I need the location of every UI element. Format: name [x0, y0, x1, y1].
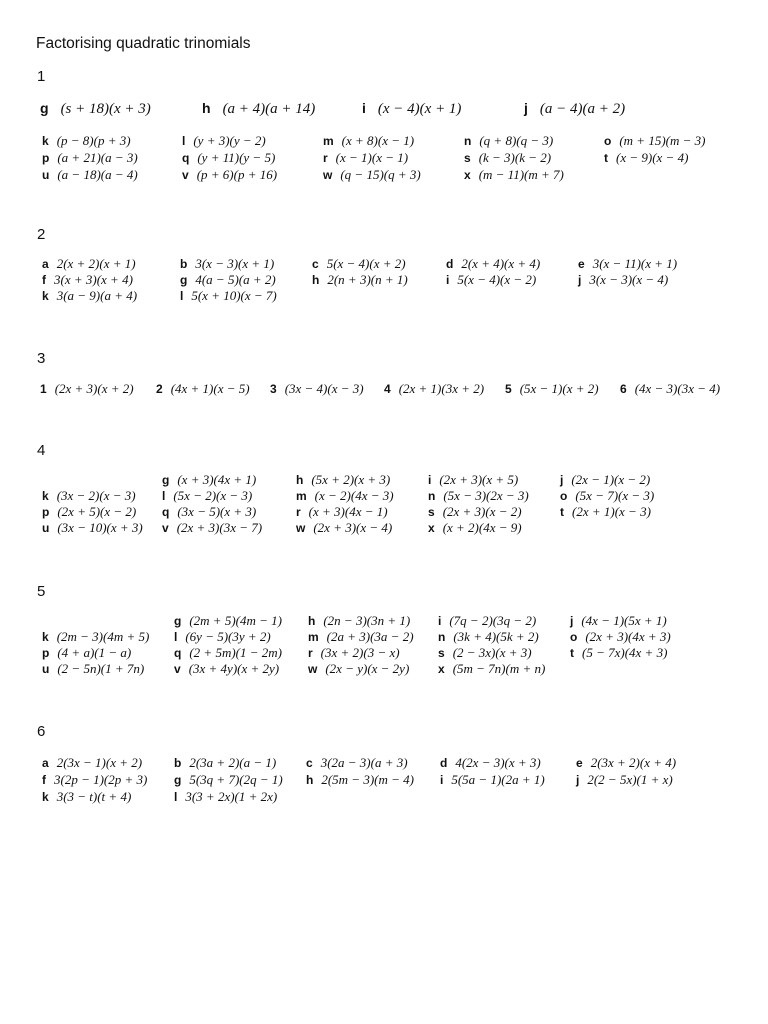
answer-item [174, 772, 283, 788]
answer-item [174, 661, 279, 677]
answer-item [570, 645, 667, 661]
answer-label: o [604, 134, 612, 148]
answer-expression: (m − 11)(m + 7) [478, 167, 564, 182]
answer-label: m [308, 630, 319, 644]
answer-expression: 4(2x − 3)(x + 3) [455, 755, 541, 770]
answer-expression: 5(5a − 1)(2a + 1) [451, 772, 545, 787]
answer-label: l [180, 289, 184, 303]
answer-expression: (s + 18)(x + 3) [60, 101, 151, 117]
answer-item [174, 645, 282, 661]
answer-label: j [576, 773, 580, 787]
answer-expression: 3(2a − 3)(a + 3) [320, 755, 408, 770]
answer-label: s [438, 646, 445, 660]
answer-expression: (7q − 2)(3q − 2) [449, 613, 537, 628]
answer-item [323, 150, 408, 166]
answer-label: 6 [620, 382, 627, 396]
answer-label: t [604, 151, 608, 165]
answer-item [182, 150, 275, 166]
answer-expression: (q + 8)(q − 3) [479, 133, 554, 148]
answer-label: m [323, 134, 334, 148]
answer-label: b [180, 257, 188, 271]
answer-label: r [296, 505, 301, 519]
answer-row [0, 789, 768, 807]
answer-label: n [464, 134, 472, 148]
answer-item [42, 661, 144, 677]
answer-item [162, 488, 252, 504]
answer-label: s [464, 151, 471, 165]
answer-expression: (x − 9)(x − 4) [616, 150, 689, 165]
answer-item [42, 504, 136, 520]
answer-label: g [40, 100, 49, 116]
answer-expression: (x − 1)(x − 1) [335, 150, 409, 165]
answer-expression: (3x + 4y)(x + 2y) [188, 661, 280, 676]
answer-label: h [308, 614, 316, 628]
answer-label: j [524, 100, 528, 116]
answer-item [438, 661, 545, 677]
answer-label: v [182, 168, 189, 182]
answer-expression: (x + 3)(4x − 1) [308, 504, 388, 519]
answer-expression: 3(x + 3)(x + 4) [54, 272, 133, 287]
answer-label: l [182, 134, 186, 148]
answer-expression: (p − 8)(p + 3) [56, 133, 131, 148]
answer-item [428, 488, 529, 504]
answer-label: x [438, 662, 445, 676]
answer-item [464, 133, 553, 149]
answer-expression: 3(a − 9)(a + 4) [56, 288, 138, 303]
answer-item [576, 772, 673, 788]
answer-label: l [162, 489, 166, 503]
answer-item [40, 100, 151, 118]
answer-expression: (2n − 3)(3n + 1) [323, 613, 411, 628]
answer-label: t [560, 505, 564, 519]
answer-expression: 2(x + 4)(x + 4) [461, 256, 541, 271]
answer-item [42, 272, 133, 288]
section-number: 4 [37, 442, 46, 459]
answer-item [524, 100, 625, 118]
answer-label: g [174, 773, 182, 787]
answer-label: d [440, 756, 448, 770]
answer-item [428, 520, 522, 536]
answer-expression: (a + 21)(a − 3) [57, 150, 138, 165]
answer-item [308, 661, 409, 677]
answer-label: j [560, 473, 564, 487]
answer-expression: (y + 11)(y − 5) [197, 150, 276, 165]
answer-expression: (x + 8)(x − 1) [341, 133, 415, 148]
answer-label: w [323, 168, 333, 182]
answer-item [182, 133, 266, 149]
answer-label: n [438, 630, 446, 644]
answer-label: 5 [505, 382, 512, 396]
answer-label: b [174, 756, 182, 770]
answer-item [323, 167, 421, 183]
answer-row [0, 167, 768, 185]
answer-label: f [42, 273, 46, 287]
answer-label: 2 [156, 382, 163, 396]
answer-label: i [438, 614, 442, 628]
answer-label: p [42, 151, 50, 165]
answer-item [312, 256, 406, 272]
answer-expression: (3x + 2)(3 − x) [320, 645, 400, 660]
answer-label: i [362, 100, 366, 116]
answer-label: a [42, 257, 49, 271]
answer-item [620, 381, 720, 397]
answer-item [180, 288, 277, 304]
answer-item [578, 272, 668, 288]
answer-item [42, 167, 138, 183]
answer-expression: (a − 18)(a − 4) [57, 167, 138, 182]
answer-item [505, 381, 599, 397]
answer-label: u [42, 168, 50, 182]
answer-expression: (5x − 2)(x − 3) [173, 488, 253, 503]
answer-expression: 5(x + 10)(x − 7) [191, 288, 277, 303]
answer-label: q [162, 505, 170, 519]
answer-label: h [312, 273, 320, 287]
answer-expression: (5x − 1)(x + 2) [519, 381, 599, 396]
answer-label: v [162, 521, 169, 535]
answer-expression: (4 + a)(1 − a) [57, 645, 132, 660]
answer-item [308, 613, 410, 629]
answer-label: g [162, 473, 170, 487]
answer-label: l [174, 630, 178, 644]
answer-label: i [428, 473, 432, 487]
answer-row [0, 150, 768, 168]
answer-expression: (a − 4)(a + 2) [539, 101, 626, 117]
answer-expression: (q − 15)(q + 3) [340, 167, 421, 182]
answer-expression: (2x − y)(x − 2y) [325, 661, 410, 676]
answer-label: x [464, 168, 471, 182]
answer-item [384, 381, 484, 397]
answer-item [570, 629, 671, 645]
answer-expression: (2x − 1)(x − 2) [571, 472, 651, 487]
answer-label: o [560, 489, 568, 503]
answer-item [296, 520, 392, 536]
answer-item [42, 150, 138, 166]
answer-expression: (m + 15)(m − 3) [619, 133, 706, 148]
answer-label: h [296, 473, 304, 487]
answer-label: f [42, 773, 46, 787]
answer-item [312, 272, 408, 288]
answer-expression: (k − 3)(k − 2) [478, 150, 552, 165]
answer-label: u [42, 662, 50, 676]
answer-expression: (3x − 4)(x − 3) [284, 381, 364, 396]
answer-label: r [308, 646, 313, 660]
answer-expression: (2 − 3x)(x + 3) [452, 645, 532, 660]
answer-expression: 3(x − 3)(x − 4) [589, 272, 669, 287]
answer-item [162, 472, 256, 488]
answer-expression: 2(x + 2)(x + 1) [56, 256, 136, 271]
answer-label: i [446, 273, 450, 287]
answer-item [438, 613, 536, 629]
answer-expression: (2x + 3)(x − 4) [313, 520, 393, 535]
answer-label: n [428, 489, 436, 503]
answer-item [174, 755, 276, 771]
answer-expression: 2(2 − 5x)(1 + x) [587, 772, 673, 787]
answer-expression: (2x + 3)(x + 2) [54, 381, 134, 396]
answer-label: a [42, 756, 49, 770]
answer-label: o [570, 630, 578, 644]
answer-expression: (4x − 3)(3x − 4) [634, 381, 721, 396]
answer-item [180, 256, 274, 272]
answer-row [0, 520, 768, 538]
answer-expression: (2x + 3)(x − 2) [442, 504, 522, 519]
answer-item [578, 256, 677, 272]
answer-label: l [174, 790, 178, 804]
answer-expression: 3(3 − t)(t + 4) [56, 789, 132, 804]
section-number: 2 [37, 226, 46, 243]
answer-item [446, 272, 536, 288]
answer-item [560, 472, 650, 488]
answer-expression: (x − 4)(x + 1) [377, 101, 462, 117]
answer-row [0, 772, 768, 790]
answer-expression: 3(3 + 2x)(1 + 2x) [185, 789, 278, 804]
answer-label: g [180, 273, 188, 287]
section-number: 6 [37, 723, 46, 740]
answer-item [296, 472, 390, 488]
answer-item [438, 629, 539, 645]
answer-label: i [440, 773, 444, 787]
page-title: Factorising quadratic trinomials [36, 35, 251, 52]
answer-label: c [312, 257, 319, 271]
answer-row [0, 133, 768, 151]
answer-expression: (5x − 3)(2x − 3) [443, 488, 529, 503]
answer-item [174, 629, 271, 645]
answer-label: 1 [40, 382, 47, 396]
answer-expression: 5(3q + 7)(2q − 1) [189, 772, 283, 787]
answer-label: w [308, 662, 318, 676]
answer-expression: (2m + 5)(4m − 1) [189, 613, 282, 628]
answer-expression: (3k + 4)(5k + 2) [453, 629, 539, 644]
answer-item [464, 150, 551, 166]
answer-item [42, 789, 131, 805]
answer-item [296, 488, 394, 504]
answer-item [604, 133, 705, 149]
answer-expression: 2(3a + 2)(a − 1) [189, 755, 277, 770]
answer-item [570, 613, 667, 629]
answer-item [438, 645, 532, 661]
answer-item [40, 381, 134, 397]
answer-expression: (2a + 3)(3a − 2) [326, 629, 414, 644]
answer-item [180, 272, 276, 288]
answer-label: e [578, 257, 585, 271]
answer-row [0, 100, 768, 118]
answer-expression: (y + 3)(y − 2) [193, 133, 266, 148]
answer-label: q [182, 151, 190, 165]
answer-expression: 4(a − 5)(a + 2) [195, 272, 276, 287]
answer-item [323, 133, 414, 149]
answer-row [0, 661, 768, 679]
answer-item [560, 488, 654, 504]
answer-label: g [174, 614, 182, 628]
answer-expression: 5(x − 4)(x − 2) [457, 272, 537, 287]
answer-label: k [42, 790, 49, 804]
answer-row [0, 381, 768, 399]
answer-label: c [306, 756, 313, 770]
answer-label: k [42, 630, 49, 644]
answer-expression: (2x + 1)(3x + 2) [398, 381, 485, 396]
answer-label: e [576, 756, 583, 770]
answer-expression: (4x + 1)(x − 5) [170, 381, 250, 396]
answer-item [162, 504, 256, 520]
answer-item [42, 755, 142, 771]
answer-expression: 2(3x + 2)(x + 4) [590, 755, 677, 770]
answer-row [0, 288, 768, 306]
answer-item [576, 755, 676, 771]
answer-item [296, 504, 388, 520]
answer-expression: (x − 2)(4x − 3) [314, 488, 394, 503]
answer-expression: (2x + 3)(x + 5) [439, 472, 519, 487]
answer-expression: (3x − 10)(x + 3) [57, 520, 143, 535]
answer-expression: (2x + 3)(4x + 3) [585, 629, 671, 644]
answer-item [428, 472, 518, 488]
answer-item [174, 789, 277, 805]
answer-label: p [42, 505, 50, 519]
answer-item [440, 755, 541, 771]
answer-expression: 5(x − 4)(x + 2) [326, 256, 406, 271]
answer-expression: (2x + 5)(x − 2) [57, 504, 137, 519]
section-number: 1 [37, 68, 46, 85]
answer-expression: 2(n + 3)(n + 1) [327, 272, 408, 287]
answer-item [42, 645, 131, 661]
answer-expression: 3(x − 11)(x + 1) [592, 256, 678, 271]
answer-item [42, 629, 149, 645]
answer-item [560, 504, 651, 520]
answer-label: r [323, 151, 328, 165]
answer-item [270, 381, 364, 397]
answer-expression: (p + 6)(p + 16) [196, 167, 278, 182]
answer-expression: (2x + 1)(x − 3) [572, 504, 651, 519]
answer-expression: (5m − 7n)(m + n) [452, 661, 546, 676]
answer-row [0, 755, 768, 773]
answer-expression: (5 − 7x)(4x + 3) [582, 645, 668, 660]
answer-item [306, 772, 414, 788]
answer-expression: (a + 4)(a + 14) [222, 101, 316, 117]
answer-expression: (2x + 3)(3x − 7) [176, 520, 263, 535]
answer-label: p [42, 646, 50, 660]
answer-expression: (2 + 5m)(1 − 2m) [189, 645, 282, 660]
answer-label: s [428, 505, 435, 519]
answer-label: k [42, 489, 49, 503]
answer-item [464, 167, 564, 183]
answer-item [306, 755, 408, 771]
answer-item [202, 100, 315, 118]
answer-item [362, 100, 461, 118]
answer-item [162, 520, 262, 536]
answer-item [308, 629, 414, 645]
answer-item [446, 256, 540, 272]
answer-expression: 2(3x − 1)(x + 2) [56, 755, 143, 770]
answer-label: v [174, 662, 181, 676]
answer-item [182, 167, 277, 183]
answer-label: 4 [384, 382, 391, 396]
answer-item [42, 772, 147, 788]
answer-expression: (3x − 2)(x − 3) [56, 488, 136, 503]
answer-label: k [42, 134, 49, 148]
answer-item [42, 256, 136, 272]
answer-expression: 3(x − 3)(x + 1) [195, 256, 275, 271]
answer-item [42, 288, 137, 304]
answer-label: h [202, 100, 211, 116]
answer-item [42, 133, 131, 149]
answer-item [42, 520, 143, 536]
answer-label: w [296, 521, 306, 535]
answer-item [604, 150, 688, 166]
answer-label: d [446, 257, 454, 271]
answer-label: 3 [270, 382, 277, 396]
answer-expression: (x + 2)(4x − 9) [442, 520, 522, 535]
section-number: 5 [37, 583, 46, 600]
answer-item [428, 504, 522, 520]
answer-item [42, 488, 136, 504]
answer-item [156, 381, 250, 397]
answer-expression: (4x − 1)(5x + 1) [581, 613, 667, 628]
answer-expression: (5x + 2)(x + 3) [311, 472, 391, 487]
answer-label: m [296, 489, 307, 503]
answer-label: j [570, 614, 574, 628]
answer-label: j [578, 273, 582, 287]
answer-expression: 3(2p − 1)(2p + 3) [54, 772, 148, 787]
answer-expression: (2m − 3)(4m + 5) [56, 629, 150, 644]
answer-expression: (6y − 5)(3y + 2) [185, 629, 271, 644]
answer-label: q [174, 646, 182, 660]
answer-item [308, 645, 400, 661]
answer-expression: (2 − 5n)(1 + 7n) [57, 661, 145, 676]
answer-label: h [306, 773, 314, 787]
answer-label: k [42, 289, 49, 303]
answer-item [174, 613, 282, 629]
section-number: 3 [37, 350, 46, 367]
answer-expression: (3x − 5)(x + 3) [177, 504, 257, 519]
answer-label: t [570, 646, 574, 660]
answer-expression: (5x − 7)(x − 3) [575, 488, 655, 503]
answer-item [440, 772, 545, 788]
answer-expression: (x + 3)(4x + 1) [177, 472, 257, 487]
answer-label: u [42, 521, 50, 535]
answer-label: x [428, 521, 435, 535]
answer-expression: 2(5m − 3)(m − 4) [321, 772, 414, 787]
